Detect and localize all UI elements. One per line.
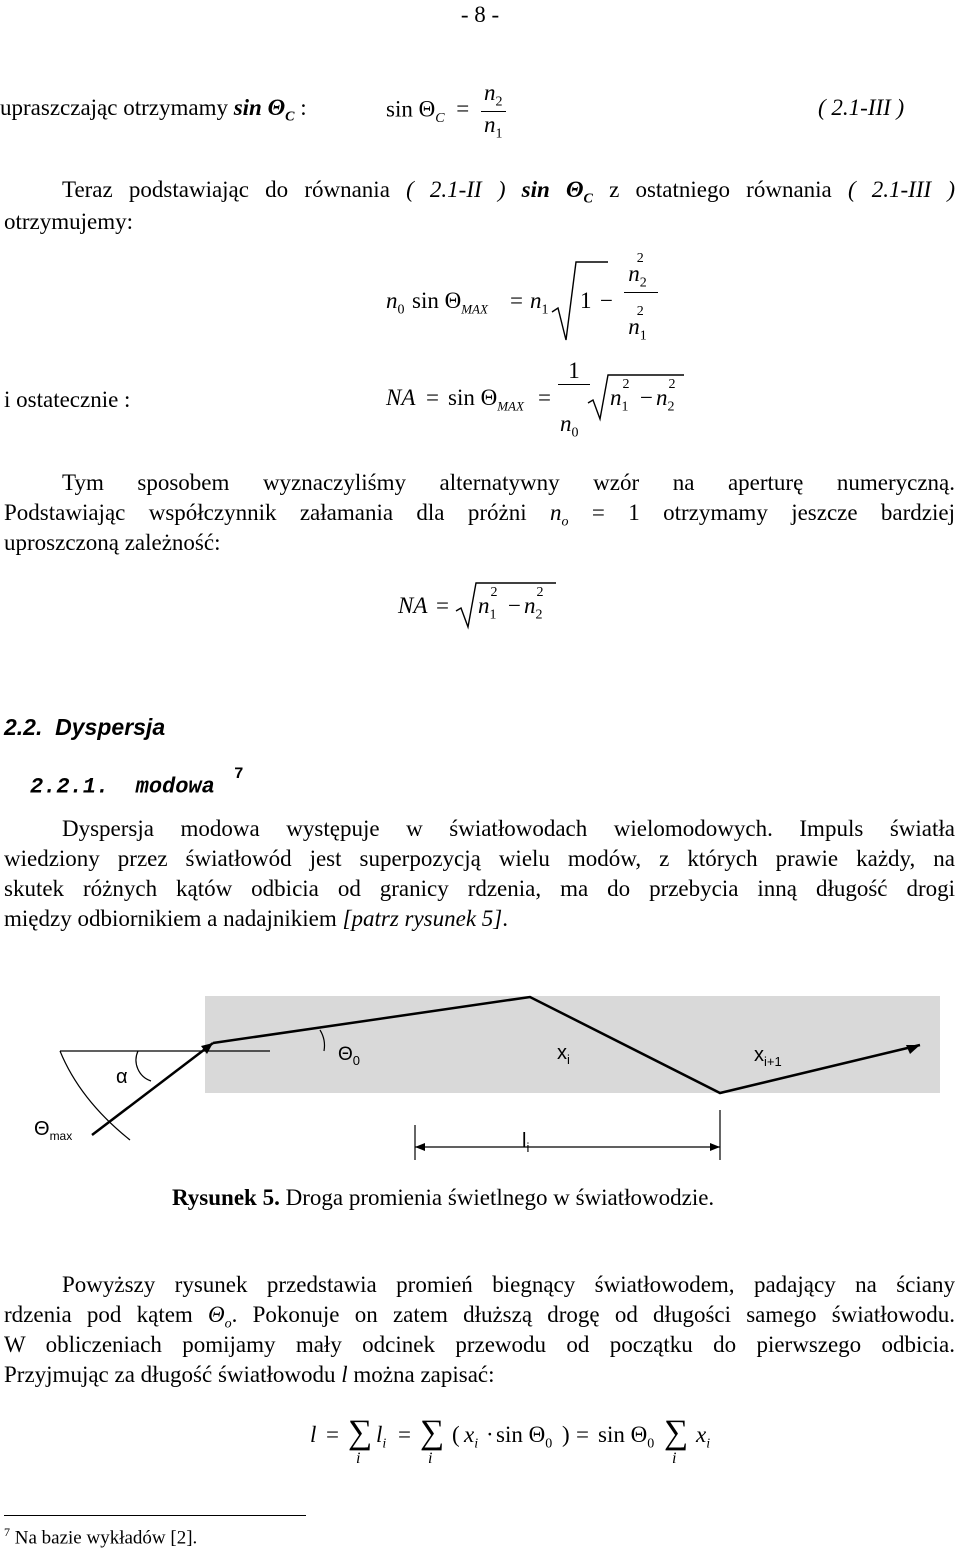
eq4-eq2: = [398,1422,411,1447]
eq4-sum1: ∑ [348,1414,373,1451]
eq1-fraction-den: $n_1^2$ [628,304,647,344]
footnote-number: 7 [4,1525,10,1539]
footnote-text: Na bazie wykładów [2]. [10,1527,198,1549]
eq2-n1: n [610,385,622,410]
para1-line2: otrzymujemy: [4,209,134,234]
eq4-xi2: x [696,1422,707,1447]
para4-text-a: rdzenia pod kątem [4,1302,209,1327]
eq3-minus: − [508,593,521,618]
para2-text-b: = 1 otrzymamy jeszcze bardziej [568,500,956,525]
fiber-core [205,996,940,1093]
eq3-eq: = [436,593,449,618]
para2-line1: Tym sposobem wyznaczyliśmy alternatywny wzór na aperturę numeryczną. [62,470,955,495]
eq1-n0: n [386,288,398,313]
para3-line2: wiedziony przez światłowód jest superpozycją wielu modów, z których prawie każdy, na [4,846,955,871]
para4-line4 [4,1360,495,1390]
eq2-n0-sub: 0 [571,425,579,441]
eq-sub: C [435,110,445,126]
alpha-arc [136,1051,151,1081]
eq1-sub: MAX [461,301,488,317]
eq4-sin2: sin Θ [598,1422,648,1447]
ref-2-1-ii: ( 2.1-II ) [406,177,506,202]
eq4-sin: sin Θ [496,1422,546,1447]
xi1-label: $x_{i+1}$ [754,1044,782,1069]
eq2-n0: n [560,411,572,436]
eq4-li-sub: i [382,1436,387,1452]
footnote [4,1525,197,1549]
eq4-sum2-idx: i [428,1450,433,1467]
sub-c: C [285,109,295,125]
equation-length [310,1414,730,1482]
eq3-n2-sub: 2 [535,607,543,623]
caption-text: Droga promienia świetlnego w światłowodzie. [279,1185,715,1210]
intro-line [0,93,307,133]
den-sub: 1 [495,126,503,142]
incident-ray [92,1043,213,1135]
eq2-sin: sin Θ [448,385,498,410]
equation-na-3 [398,585,578,633]
eq4-sum3: ∑ [664,1414,689,1451]
eq4-dot: · [486,1422,494,1447]
eq1-eq: = [510,288,523,313]
eq4-sum1-idx: i [356,1450,361,1467]
eq1-one: 1 [580,288,592,313]
eq2-sub: MAX [497,398,524,414]
li-label: $l_i$ [522,1130,530,1155]
eq4-xi: x [464,1422,475,1447]
eq2-n2-sub: 2 [667,399,675,415]
eq4-sin2-sub: 0 [647,1436,655,1452]
para4-theta: Θ [208,1302,225,1327]
fraction-n2-n1 [481,80,506,142]
fiber-diagram [20,990,940,1180]
eq2-eq: = [426,385,439,410]
equation-label: ( 2.1-III ) [818,95,905,120]
eq2-na: NA [386,385,416,410]
subsection-heading [30,765,244,800]
eq3-n2: n [524,593,536,618]
eq2-n2: n [656,385,668,410]
eq4-li: l [376,1422,383,1447]
caption-label: Rysunek 5. [172,1185,280,1210]
equation-sin-theta-c [386,80,506,142]
eq2-n1-sup: 2 [622,377,630,393]
eq1-n1: n [530,288,542,313]
eq4-open: ( [452,1422,460,1447]
xi-label: $x_i$ [557,1042,570,1067]
para4-text-b: . Pokonuje on zatem dłuższą drogę od długości samego światłowodu. [231,1302,955,1327]
eq4-xi-sub: i [474,1436,479,1452]
eq4-sin-sub: 0 [545,1436,553,1452]
footnote-mark: 7 [234,765,244,783]
eq2-one: 1 [558,358,590,385]
para4-l: l [341,1362,348,1387]
eq4-xi2-sub: i [706,1436,711,1452]
eq1-fraction-num: $n_2^2$ [624,261,658,293]
eq4-sum2: ∑ [420,1414,445,1451]
para4-text-d: można zapisać: [347,1362,495,1387]
eq-lhs: sin Θ [386,96,436,122]
li-arrow-left [415,1143,425,1151]
subsection-title: modowa [135,774,215,800]
eq3-na: NA [398,593,428,618]
sub-c2: C [583,191,593,207]
sin-theta: sin Θ [505,177,584,202]
para4-theta-sub: o [224,1316,232,1332]
para2-line3: uproszczoną zależność: [4,530,221,555]
para1-text-a: Teraz podstawiając do równania [62,177,407,202]
eq2-n1-sub: 1 [621,399,629,415]
para2-n: n [550,500,562,525]
para3-line3: skutek różnych kątów odbicia od granicy rdzenia, ma do przebycia inną długość drogi [4,876,955,901]
subsection-number: 2.2.1. [30,774,110,800]
para2-text-a: Podstawiając współczynnik załamania dla próżni [4,500,551,525]
eq3-n1: n [478,593,490,618]
para4-text-c: Przyjmując za długość światłowodu [4,1362,342,1387]
theta-max-label: $\Theta_{max}$ [34,1118,73,1143]
eq2-n2-sup: 2 [668,377,676,393]
eq3-n1-sup: 2 [490,585,498,601]
intro-colon: : [294,95,307,120]
eq1-n1-sub: 1 [541,302,549,318]
figure-caption [172,1183,714,1213]
den-n: n [484,111,496,137]
theta0-label: $\Theta_0$ [338,1044,361,1068]
para3-period: . [502,906,509,931]
para4-line3: W obliczeniach pomijamy mały odcinek przewodu od początku do pierwszego odbicia. [4,1332,955,1357]
eq4-l: l [310,1422,317,1447]
sin-theta-c: sin Θ [233,95,286,120]
alpha-label: α [116,1066,128,1088]
eq1-n0-sub: 0 [397,302,405,318]
para3-text: między odbiornikiem a nadajnikiem [4,906,343,931]
equation-na-1 [386,251,686,348]
num-n: n [484,80,496,105]
eq1-sin: sin Θ [412,288,462,313]
ref-2-1-iii: ( 2.1-III ) [847,177,955,202]
eq2-label: i ostatecznie : [4,387,131,412]
intro-text: upraszczając otrzymamy [0,95,234,120]
eq3-n1-sub: 1 [489,607,497,623]
eq2-minus: − [640,385,653,410]
eq4-eq3: = [576,1422,589,1447]
equation-na-2 [386,358,706,445]
section-title: Dyspersja [55,714,166,740]
figure-reference: [patrz rysunek 5] [342,906,503,931]
para1-text-b: z ostatniego równania [592,177,848,202]
eq1-minus: − [600,288,613,313]
eq-sign: = [456,96,470,122]
eq3-n2-sup: 2 [536,585,544,601]
para2-n-sub: o [561,514,569,530]
section-heading [4,714,165,741]
eq4-eq: = [326,1422,339,1447]
section-number: 2.2. [4,714,43,740]
para1-line1 [62,175,955,215]
eq4-sum3-idx: i [672,1450,677,1467]
num-sub: 2 [495,94,503,110]
eq4-close: ) [562,1422,570,1447]
li-arrow-right [710,1143,720,1151]
footnote-rule [4,1515,306,1516]
para3-line4 [4,904,508,934]
page-number: - 8 - [460,2,500,27]
eq2-eq2: = [538,385,551,410]
para3-line1: Dyspersja modowa występuje w światłowodach wielomodowych. Impuls światła [62,816,955,841]
para4-line1: Powyższy rysunek przedstawia promień biegnący światłowodem, padający na ściany [62,1272,955,1297]
